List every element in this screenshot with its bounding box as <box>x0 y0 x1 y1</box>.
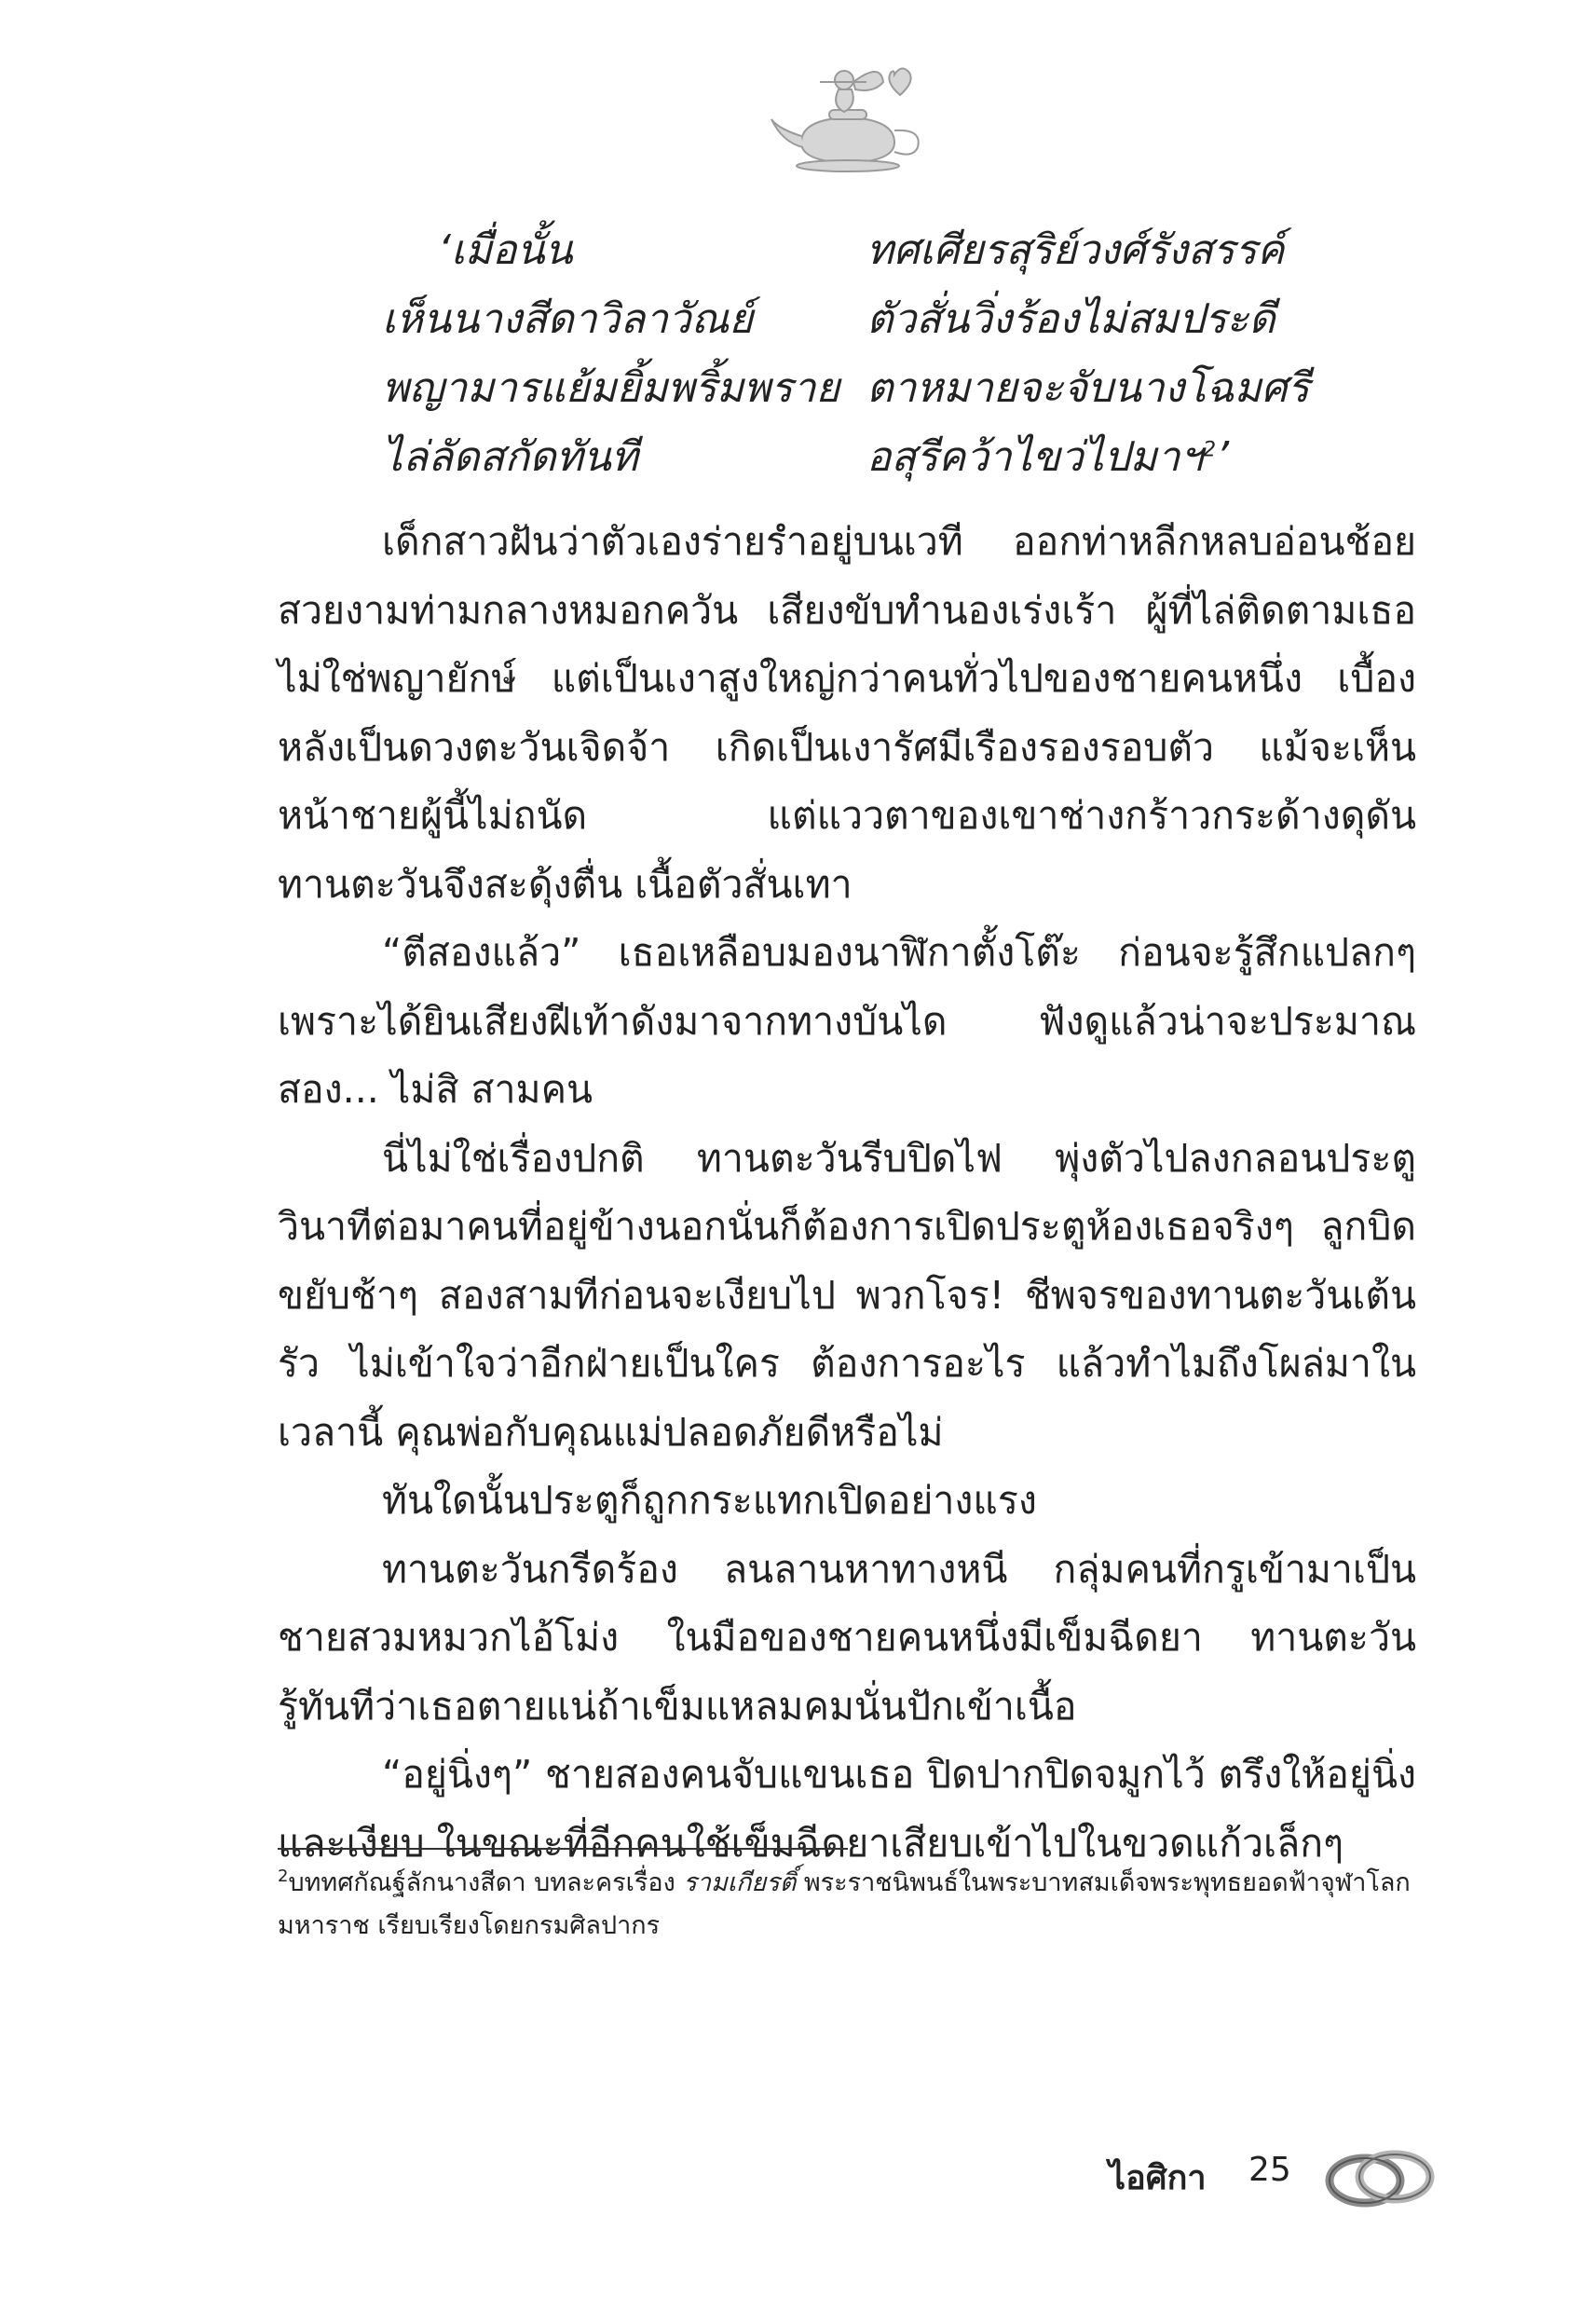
footnote-reference[interactable]: 2 <box>1203 438 1217 462</box>
poem-right <box>866 423 1229 492</box>
footnote-title: รามเกียรติ์ <box>683 1868 797 1897</box>
footnote-text: บททศกัณฐ์ลักนางสีดา บทละครเรื่อง <box>288 1868 684 1897</box>
paragraph: นี่ไม่ใช่เรื่องปกติ ทานตะวันรีบปิดไฟ พุ่งตัวไปลงกลอนประตู วินาทีต่อมาคนที่อยู่ข้างนอกนั่นก็ต้องการเปิดประตูห้องเธอจริงๆ ลูกบิดขยับช้าๆ สองสามทีก่อนจะเงียบไป พวกโจร! ชีพจรของทานตะวันเต้นรัว ไม่เข้าใจว่าอีกฝ่ายเป็นใคร ต้องการอะไร แล้วทำไมถึงโผล่มาในเวลานี้ คุณพ่อกับคุณแม่ปลอดภัยดีหรือไม่ <box>278 1135 1416 1455</box>
poem-row <box>280 423 1398 492</box>
page-footer <box>1081 2141 1453 2225</box>
poem-row <box>280 285 1398 354</box>
body-text <box>278 508 1416 1878</box>
book-title: ไอศิกา <box>1109 2159 1207 2197</box>
paragraph: “อยู่นิ่งๆ” ชายสองคนจับแขนเธอ ปิดปากปิดจมูกไว้ ตรึงให้อยู่นิ่งและเงียบ ในขณะที่อีกคนใช้เข็มฉีดยาเสียบเข้าไปในขวดแก้วเล็กๆ <box>278 1752 1416 1866</box>
poem-right: ตาหมายจะจับนางโฉมศรี <box>866 364 1310 412</box>
poem-left: พญามารแย้มยิ้มพริ้มพราย <box>382 364 840 412</box>
footnote-mark: 2 <box>278 1867 289 1886</box>
wedding-rings-icon <box>1318 2141 1439 2216</box>
poem-left: ไล่ลัดสกัดทันที <box>382 433 638 481</box>
paragraph: ทานตะวันกรีดร้อง ลนลานหาทางหนี กลุ่มคนที่กรูเข้ามาเป็นชายสวมหมวกไอ้โม่ง ในมือของชายคนหนึ่งมีเข็มฉีดยา ทานตะวันรู้ทันทีว่าเธอตายแน่ถ้าเข็มแหลมคมนั่นปักเข้าเนื้อ <box>278 1546 1416 1729</box>
poem-row <box>280 354 1398 423</box>
poem-last-line: อสุรีคว้าไขว่ไปมาฯ <box>866 433 1204 481</box>
footnote-divider <box>278 1848 848 1850</box>
poem-verse <box>280 216 1398 492</box>
paragraph: “ตีสองแล้ว” เธอเหลือบมองนาฬิกาตั้งโต๊ะ ก่อนจะรู้สึกแปลกๆ เพราะได้ยินเสียงฝีเท้าดังมาจากทางบันได ฟังดูแล้วน่าจะประมาณสอง... ไม่สิ สามคน <box>278 930 1416 1112</box>
poem-right: ตัวสั่นวิ่งร้องไม่สมประดี <box>866 295 1275 343</box>
paragraph: เด็กสาวฝันว่าตัวเองร่ายรำอยู่บนเวที ออกท่าหลีกหลบอ่อนช้อยสวยงามท่ามกลางหมอกควัน เสียงขับทำนองเร่งเร้า ผู้ที่ไล่ติดตามเธอไม่ใช่พญายักษ์ แต่เป็นเงาสูงใหญ่กว่าคนทั่วไปของชายคนหนึ่ง เบื้องหลังเป็นดวงตะวันเจิดจ้า เกิดเป็นเงารัศมีเรืองรองรอบตัว แม้จะเห็นหน้าชายผู้นี้ไม่ถนัด แต่แววตาของเขาช่างกร้าวกระด้างดุดัน ทานตะวันจึงสะดุ้งตื่น เนื้อตัวสั่นเทา <box>278 519 1416 907</box>
poem-right: ทศเศียรสุริย์วงศ์รังสรรค์ <box>866 226 1285 274</box>
poem-left: ‘เมื่อนั้น <box>438 226 573 274</box>
page-number: 25 <box>1248 2151 1291 2189</box>
poem-closing-quote: ’ <box>1216 433 1230 481</box>
paragraph: ทันใดนั้นประตูก็ถูกกระแทกเปิดอย่างแรง <box>382 1478 1037 1523</box>
poem-left: เห็นนางสีดาวิลาวัณย์ <box>382 295 754 343</box>
footnote-text: พระราชนิพนธ์ในพระบาทสมเด็จพระพุทธยอดฟ้าจุฬาโลกมหาราช เรียบเรียงโดยกรมศิลปากร <box>278 1868 1411 1940</box>
footnote <box>278 1862 1416 1948</box>
teapot-cupid-icon <box>764 54 932 175</box>
poem-row <box>280 216 1398 285</box>
